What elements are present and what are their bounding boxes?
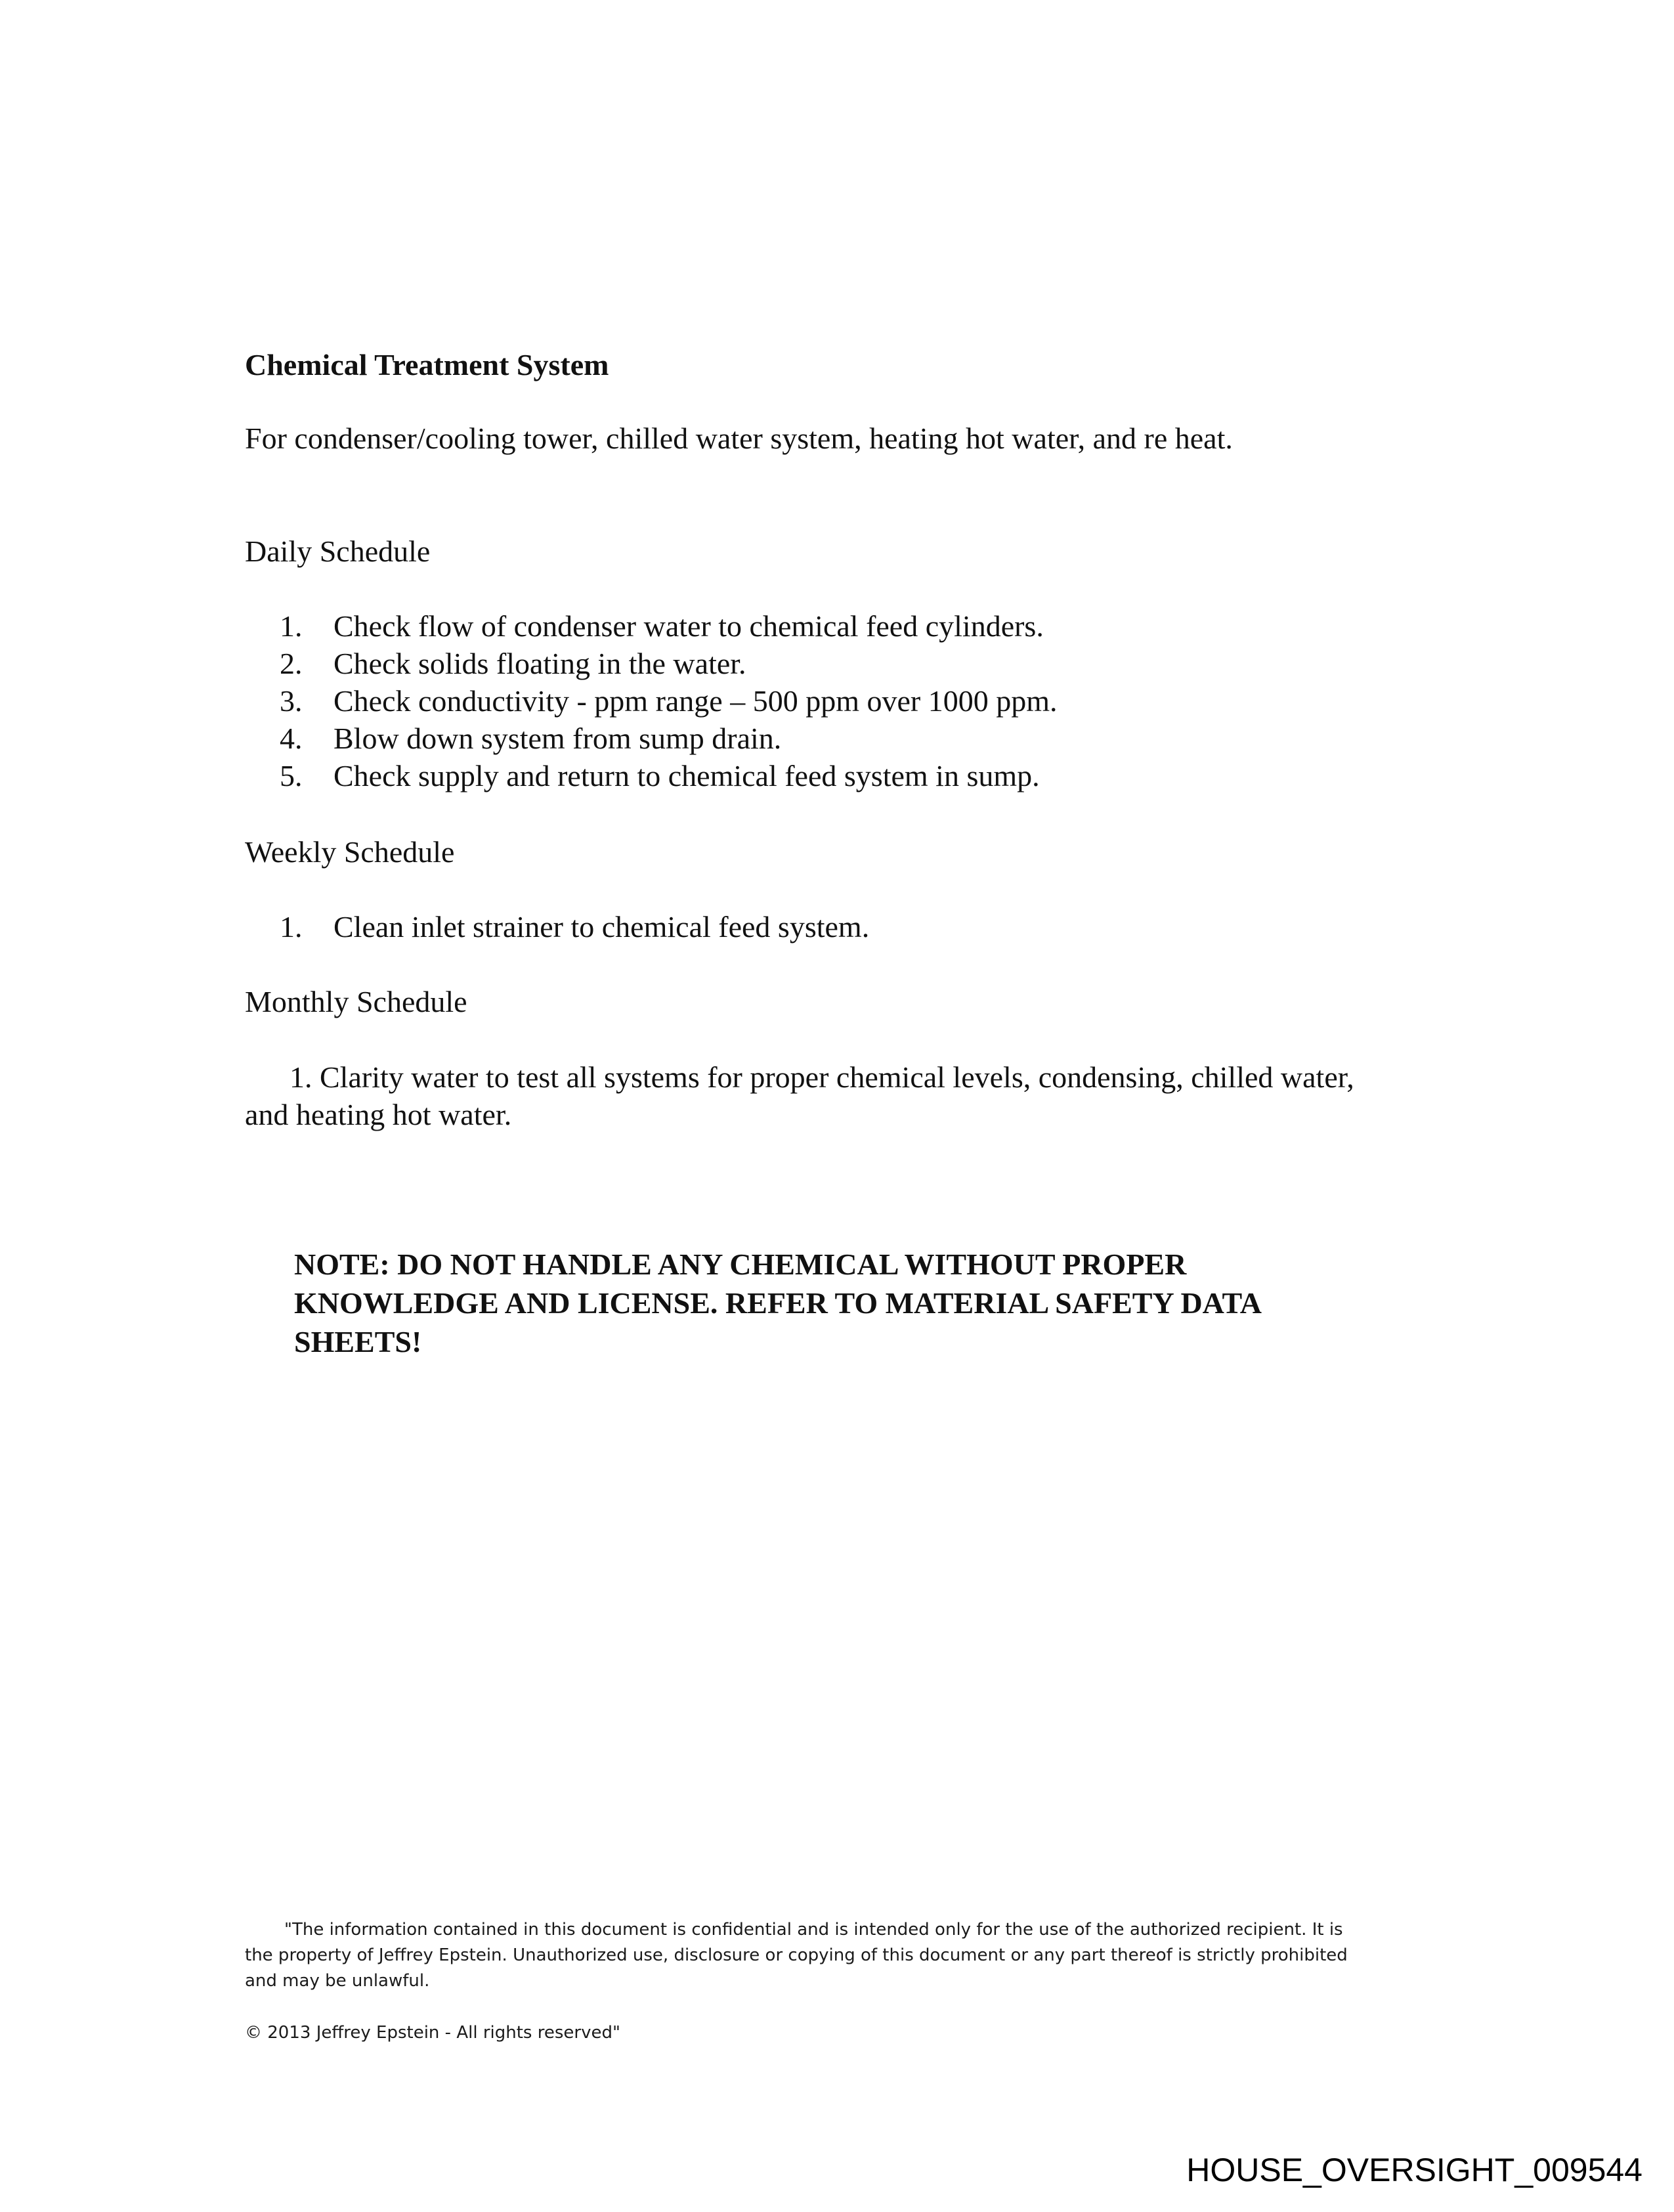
daily-schedule-list <box>280 608 1058 795</box>
intro-text: For condenser/cooling tower, chilled water system, heating hot water, and re heat. <box>245 422 1233 455</box>
disclaimer-text: "The information contained in this document is confidential and is intended only for the use of the authorized recipient. It is the property of Jeffrey Epstein. Unauthorized use, disclosure or copying of this document or any part thereof is strictly prohibited and may be unlawful. <box>245 1920 1348 1991</box>
item-text: Check solids floating in the water. <box>333 647 746 680</box>
copyright-text: © 2013 Jeffrey Epstein - All rights reserved" <box>245 2023 620 2043</box>
list-item <box>280 645 1058 683</box>
item-number: 4. <box>280 722 303 755</box>
item-number: 2. <box>280 647 303 680</box>
monthly-item-text: 1. Clarity water to test all systems for proper chemical levels, condensing, chilled water, and heating hot water. <box>245 1060 1354 1131</box>
item-number: 3. <box>280 684 303 718</box>
monthly-schedule-item <box>245 1058 1361 1133</box>
item-text: Check supply and return to chemical feed system in sump. <box>333 759 1040 792</box>
list-item <box>280 683 1058 720</box>
item-number: 1. <box>280 609 303 643</box>
confidentiality-footer <box>245 1917 1374 1994</box>
item-number: 5. <box>280 759 303 792</box>
daily-schedule-heading: Daily Schedule <box>245 534 431 568</box>
list-item <box>280 720 1058 758</box>
monthly-schedule-heading: Monthly Schedule <box>245 985 467 1018</box>
bates-number: HOUSE_OVERSIGHT_009544 <box>1186 2152 1642 2188</box>
item-text: Check flow of condenser water to chemical feed cylinders. <box>333 609 1044 643</box>
item-text: Blow down system from sump drain. <box>333 722 782 755</box>
list-item <box>280 909 869 946</box>
item-text: Check conductivity - ppm range – 500 ppm over 1000 ppm. <box>333 684 1058 718</box>
document-title: Chemical Treatment System <box>245 348 609 381</box>
safety-note: NOTE: DO NOT HANDLE ANY CHEMICAL WITHOUT PROPER KNOWLEDGE AND LICENSE. REFER TO MATERIAL SAFETY DATA SHEETS! <box>294 1247 1260 1358</box>
weekly-schedule-list <box>280 909 869 946</box>
item-text: Clean inlet strainer to chemical feed system. <box>333 910 870 943</box>
list-item <box>280 758 1058 795</box>
item-number: 1. <box>280 910 303 943</box>
weekly-schedule-heading: Weekly Schedule <box>245 835 455 869</box>
list-item <box>280 608 1058 645</box>
